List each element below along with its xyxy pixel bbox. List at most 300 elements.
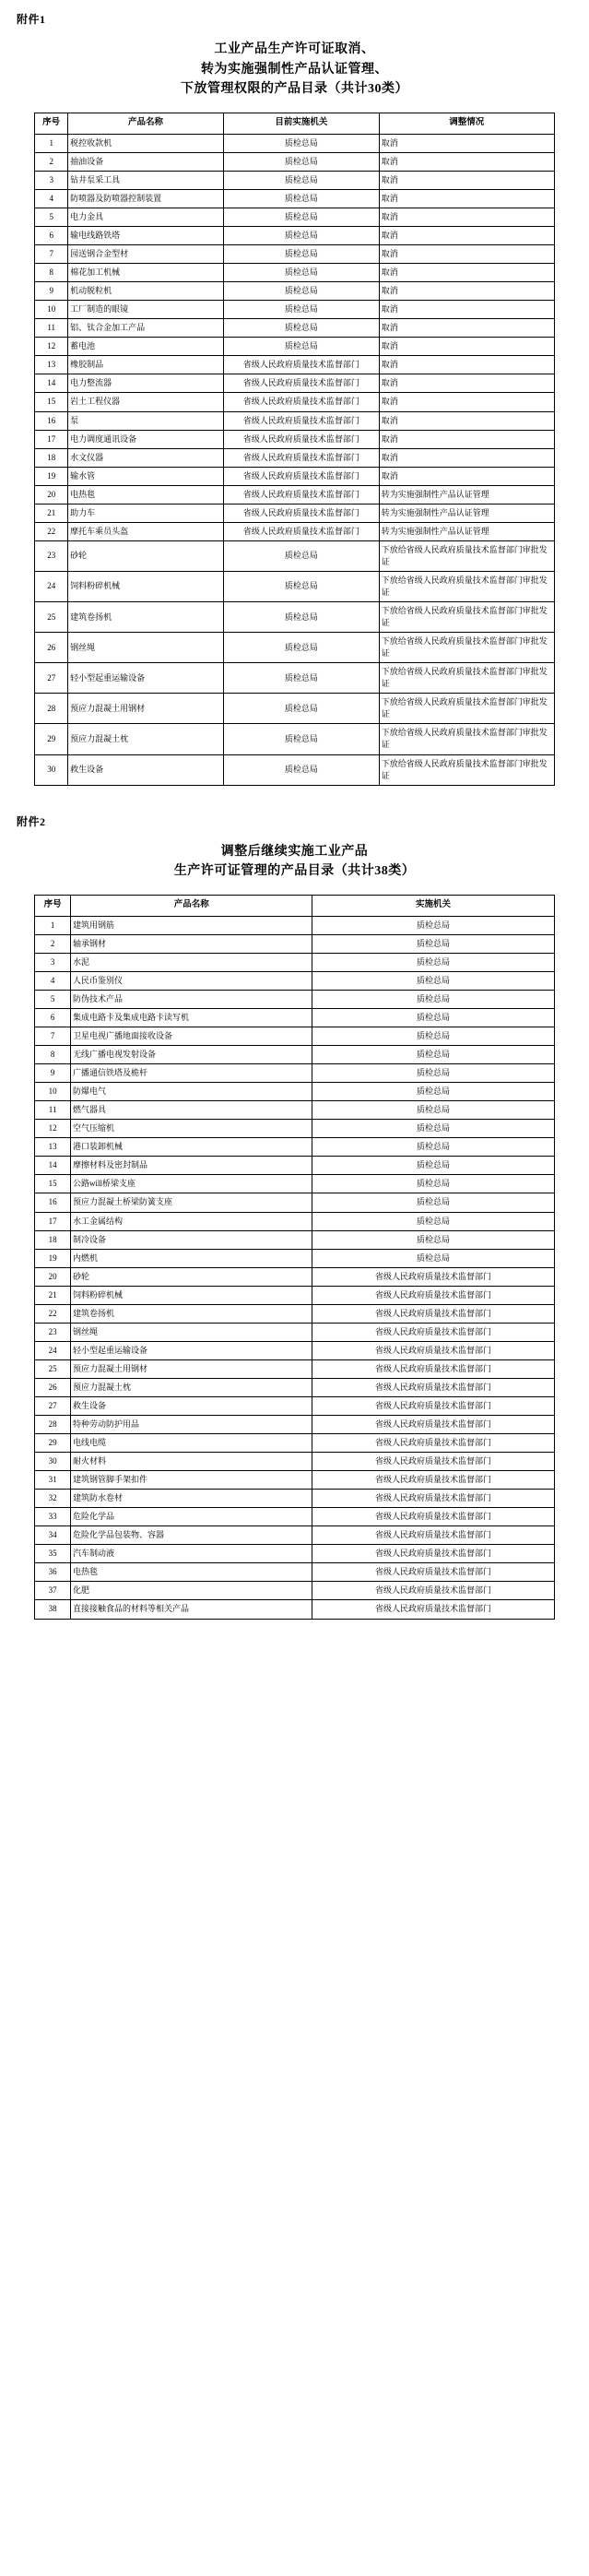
table-row — [35, 338, 555, 356]
column-header-index: 序号 — [35, 113, 68, 135]
attachment-2-table — [34, 895, 555, 1620]
table-row — [35, 990, 555, 1008]
cell-adjustment: 取消 — [379, 430, 554, 448]
cell-adjustment: 下放给省级人民政府质量技术监督部门审批发证 — [379, 571, 554, 601]
cell-index: 12 — [35, 1120, 71, 1138]
cell-product-name: 钢丝绳 — [68, 633, 224, 663]
table-row — [35, 1508, 555, 1526]
cell-product-name: 汽车制动液 — [71, 1545, 312, 1563]
cell-index: 16 — [35, 411, 68, 430]
cell-product-name: 预应力混凝土用钢材 — [68, 694, 224, 724]
cell-authority: 质检总局 — [312, 1157, 554, 1175]
cell-index: 33 — [35, 1508, 71, 1526]
table-row — [35, 1563, 555, 1582]
cell-current-authority: 省级人民政府质量技术监督部门 — [223, 448, 379, 467]
cell-adjustment: 取消 — [379, 245, 554, 264]
attachment-1-section — [15, 11, 574, 786]
cell-product-name: 内燃机 — [71, 1249, 312, 1267]
cell-product-name: 建筑钢管脚手架扣件 — [71, 1471, 312, 1490]
cell-product-name: 燃气器具 — [71, 1101, 312, 1120]
table-row — [35, 663, 555, 694]
table-row — [35, 971, 555, 990]
cell-current-authority: 质检总局 — [223, 754, 379, 785]
cell-adjustment: 取消 — [379, 393, 554, 411]
cell-authority: 省级人民政府质量技术监督部门 — [312, 1526, 554, 1545]
cell-authority: 质检总局 — [312, 916, 554, 934]
cell-current-authority: 质检总局 — [223, 189, 379, 208]
table-row — [35, 1046, 555, 1064]
cell-adjustment: 下放给省级人民政府质量技术监督部门审批发证 — [379, 602, 554, 633]
table-row — [35, 1064, 555, 1083]
table-row — [35, 724, 555, 754]
cell-adjustment: 取消 — [379, 467, 554, 485]
cell-product-name: 工厂制造的眼镜 — [68, 301, 224, 319]
cell-index: 22 — [35, 1304, 71, 1323]
table-row — [35, 934, 555, 953]
cell-index: 20 — [35, 485, 68, 504]
cell-product-name: 轴承钢材 — [71, 934, 312, 953]
cell-index: 35 — [35, 1545, 71, 1563]
cell-index: 19 — [35, 1249, 71, 1267]
table-header-row — [35, 113, 555, 135]
table-row — [35, 1582, 555, 1600]
cell-index: 4 — [35, 189, 68, 208]
cell-current-authority: 质检总局 — [223, 171, 379, 189]
cell-product-name: 岩土工程仪器 — [68, 393, 224, 411]
table-row — [35, 356, 555, 374]
cell-current-authority: 省级人民政府质量技术监督部门 — [223, 467, 379, 485]
cell-current-authority: 省级人民政府质量技术监督部门 — [223, 485, 379, 504]
cell-product-name: 摩擦材料及密封制品 — [71, 1157, 312, 1175]
cell-product-name: 电力整流器 — [68, 374, 224, 393]
cell-product-name: 电力调度通讯设备 — [68, 430, 224, 448]
attachment-2-table-body — [35, 916, 555, 1619]
attachment-2-label: 附件2 — [17, 814, 46, 828]
cell-index: 1 — [35, 134, 68, 152]
table-row — [35, 1323, 555, 1341]
cell-adjustment: 取消 — [379, 171, 554, 189]
cell-index: 7 — [35, 1027, 71, 1046]
attachment-1-title-line-3: 下放管理权限的产品目录（共计30类） — [180, 82, 408, 97]
cell-adjustment: 下放给省级人民政府质量技术监督部门审批发证 — [379, 633, 554, 663]
cell-product-name: 人民币鉴别仪 — [71, 971, 312, 990]
table-row — [35, 1120, 555, 1138]
cell-adjustment: 转为实施强制性产品认证管理 — [379, 485, 554, 504]
cell-adjustment: 取消 — [379, 189, 554, 208]
table-row — [35, 633, 555, 663]
attachment-1-table-body — [35, 134, 555, 785]
cell-authority: 质检总局 — [312, 953, 554, 971]
cell-product-name: 预应力混凝土枕 — [68, 724, 224, 754]
cell-adjustment: 取消 — [379, 152, 554, 171]
cell-authority: 质检总局 — [312, 1027, 554, 1046]
cell-product-name: 卫星电视广播地面接收设备 — [71, 1027, 312, 1046]
cell-index: 5 — [35, 990, 71, 1008]
column-header-authority: 实施机关 — [312, 895, 554, 916]
cell-index: 16 — [35, 1193, 71, 1212]
attachment-2-section — [15, 813, 574, 1620]
table-row — [35, 1545, 555, 1563]
table-row — [35, 1138, 555, 1157]
cell-index: 6 — [35, 227, 68, 245]
cell-authority: 省级人民政府质量技术监督部门 — [312, 1341, 554, 1359]
cell-product-name: 直接接触食品的材料等相关产品 — [71, 1600, 312, 1619]
cell-index: 19 — [35, 467, 68, 485]
cell-index: 7 — [35, 245, 68, 264]
attachment-1-table — [34, 113, 555, 786]
attachment-2-title-line-1: 调整后继续实施工业产品 — [220, 844, 369, 859]
cell-product-name: 化肥 — [71, 1582, 312, 1600]
table-row — [35, 1600, 555, 1619]
cell-product-name: 铝、钛合金加工产品 — [68, 319, 224, 338]
cell-authority: 省级人民政府质量技术监督部门 — [312, 1563, 554, 1582]
cell-product-name: 园送钢合金型材 — [68, 245, 224, 264]
cell-current-authority: 质检总局 — [223, 264, 379, 282]
cell-index: 23 — [35, 1323, 71, 1341]
cell-product-name: 预应力混凝土桥梁防簧支座 — [71, 1193, 312, 1212]
table-row — [35, 282, 555, 301]
cell-current-authority: 质检总局 — [223, 663, 379, 694]
cell-index: 9 — [35, 1064, 71, 1083]
cell-index: 3 — [35, 171, 68, 189]
section-spacer — [15, 786, 574, 810]
cell-product-name: 公路will桥梁支座 — [71, 1175, 312, 1193]
cell-product-name: 防爆电气 — [71, 1083, 312, 1101]
table-row — [35, 1396, 555, 1415]
table-row — [35, 1453, 555, 1471]
cell-index: 8 — [35, 1046, 71, 1064]
cell-index: 38 — [35, 1600, 71, 1619]
cell-current-authority: 省级人民政府质量技术监督部门 — [223, 430, 379, 448]
cell-index: 3 — [35, 953, 71, 971]
cell-product-name: 蓄电池 — [68, 338, 224, 356]
table-row — [35, 1230, 555, 1249]
table-row — [35, 1249, 555, 1267]
cell-index: 5 — [35, 208, 68, 227]
column-header-index: 序号 — [35, 895, 71, 916]
cell-adjustment: 取消 — [379, 301, 554, 319]
cell-current-authority: 质检总局 — [223, 301, 379, 319]
cell-product-name: 危险化学品包装物、容器 — [71, 1526, 312, 1545]
cell-authority: 质检总局 — [312, 1212, 554, 1230]
cell-adjustment: 取消 — [379, 374, 554, 393]
cell-authority: 质检总局 — [312, 934, 554, 953]
table-row — [35, 152, 555, 171]
cell-index: 28 — [35, 694, 68, 724]
cell-index: 32 — [35, 1490, 71, 1508]
attachment-2-title-line-2: 生产许可证管理的产品目录（共计38类） — [173, 864, 416, 879]
cell-product-name: 广播通信铁塔及桅杆 — [71, 1064, 312, 1083]
cell-current-authority: 质检总局 — [223, 633, 379, 663]
cell-authority: 省级人民政府质量技术监督部门 — [312, 1323, 554, 1341]
cell-authority: 省级人民政府质量技术监督部门 — [312, 1286, 554, 1304]
cell-adjustment: 下放给省级人民政府质量技术监督部门审批发证 — [379, 724, 554, 754]
cell-index: 12 — [35, 338, 68, 356]
cell-current-authority: 质检总局 — [223, 540, 379, 571]
table-row — [35, 504, 555, 522]
cell-index: 24 — [35, 1341, 71, 1359]
table-row — [35, 1193, 555, 1212]
cell-product-name: 电力金具 — [68, 208, 224, 227]
cell-authority: 省级人民政府质量技术监督部门 — [312, 1378, 554, 1396]
cell-authority: 省级人民政府质量技术监督部门 — [312, 1600, 554, 1619]
cell-adjustment: 下放给省级人民政府质量技术监督部门审批发证 — [379, 754, 554, 785]
cell-authority: 质检总局 — [312, 1230, 554, 1249]
cell-authority: 质检总局 — [312, 1008, 554, 1027]
cell-index: 15 — [35, 1175, 71, 1193]
cell-index: 10 — [35, 301, 68, 319]
cell-current-authority: 省级人民政府质量技术监督部门 — [223, 374, 379, 393]
cell-index: 18 — [35, 448, 68, 467]
cell-product-name: 水文仪器 — [68, 448, 224, 467]
cell-adjustment: 下放给省级人民政府质量技术监督部门审批发证 — [379, 540, 554, 571]
table-row — [35, 485, 555, 504]
attachment-1-title-line-2: 转为实施强制性产品认证管理、 — [200, 62, 388, 77]
cell-product-name: 预应力混凝土用钢材 — [71, 1359, 312, 1378]
table-row — [35, 1378, 555, 1396]
table-row — [35, 694, 555, 724]
cell-index: 26 — [35, 633, 68, 663]
cell-authority: 质检总局 — [312, 1101, 554, 1120]
cell-index: 30 — [35, 754, 68, 785]
cell-product-name: 棉花加工机械 — [68, 264, 224, 282]
cell-adjustment: 取消 — [379, 208, 554, 227]
table-row — [35, 171, 555, 189]
cell-index: 4 — [35, 971, 71, 990]
cell-current-authority: 质检总局 — [223, 245, 379, 264]
cell-index: 6 — [35, 1008, 71, 1027]
table-row — [35, 571, 555, 601]
cell-adjustment: 取消 — [379, 448, 554, 467]
cell-product-name: 电线电缆 — [71, 1434, 312, 1453]
table-row — [35, 1267, 555, 1286]
cell-current-authority: 质检总局 — [223, 134, 379, 152]
cell-product-name: 摩托车乘员头盔 — [68, 522, 224, 540]
table-row — [35, 467, 555, 485]
cell-current-authority: 省级人民政府质量技术监督部门 — [223, 356, 379, 374]
cell-index: 9 — [35, 282, 68, 301]
table-row — [35, 1490, 555, 1508]
cell-index: 26 — [35, 1378, 71, 1396]
cell-product-name: 输电线路铁塔 — [68, 227, 224, 245]
cell-product-name: 助力车 — [68, 504, 224, 522]
cell-index: 23 — [35, 540, 68, 571]
cell-current-authority: 质检总局 — [223, 694, 379, 724]
cell-product-name: 建筑用钢筋 — [71, 916, 312, 934]
cell-product-name: 轻小型起重运输设备 — [71, 1341, 312, 1359]
cell-product-name: 泵 — [68, 411, 224, 430]
cell-authority: 省级人民政府质量技术监督部门 — [312, 1416, 554, 1434]
cell-product-name: 无线广播电视发射设备 — [71, 1046, 312, 1064]
table-row — [35, 953, 555, 971]
cell-authority: 省级人民政府质量技术监督部门 — [312, 1434, 554, 1453]
cell-current-authority: 省级人民政府质量技术监督部门 — [223, 522, 379, 540]
table-row — [35, 189, 555, 208]
cell-adjustment: 取消 — [379, 338, 554, 356]
table-row — [35, 1175, 555, 1193]
cell-product-name: 建筑卷扬机 — [68, 602, 224, 633]
cell-product-name: 防喷器及防喷器控制装置 — [68, 189, 224, 208]
cell-product-name: 砂轮 — [71, 1267, 312, 1286]
cell-authority: 省级人民政府质量技术监督部门 — [312, 1359, 554, 1378]
cell-index: 17 — [35, 1212, 71, 1230]
cell-authority: 质检总局 — [312, 1193, 554, 1212]
attachment-2-title — [53, 842, 535, 882]
cell-authority: 省级人民政府质量技术监督部门 — [312, 1545, 554, 1563]
cell-adjustment: 取消 — [379, 319, 554, 338]
cell-product-name: 集成电路卡及集成电路卡读写机 — [71, 1008, 312, 1027]
cell-adjustment: 取消 — [379, 264, 554, 282]
cell-product-name: 水工金属结构 — [71, 1212, 312, 1230]
table-row — [35, 540, 555, 571]
cell-product-name: 钻井泵采工具 — [68, 171, 224, 189]
table-row — [35, 411, 555, 430]
cell-product-name: 饲料粉碎机械 — [71, 1286, 312, 1304]
table-row — [35, 1416, 555, 1434]
cell-current-authority: 质检总局 — [223, 724, 379, 754]
cell-authority: 省级人民政府质量技术监督部门 — [312, 1453, 554, 1471]
cell-product-name: 危险化学品 — [71, 1508, 312, 1526]
cell-index: 20 — [35, 1267, 71, 1286]
cell-authority: 省级人民政府质量技术监督部门 — [312, 1508, 554, 1526]
cell-authority: 省级人民政府质量技术监督部门 — [312, 1267, 554, 1286]
attachment-1-title — [53, 40, 535, 100]
cell-index: 36 — [35, 1563, 71, 1582]
cell-index: 15 — [35, 393, 68, 411]
cell-product-name: 防伪技术产品 — [71, 990, 312, 1008]
table-row — [35, 916, 555, 934]
cell-product-name: 港口装卸机械 — [71, 1138, 312, 1157]
attachment-1-title-line-1: 工业产品生产许可证取消、 — [214, 42, 375, 56]
table-header-row — [35, 895, 555, 916]
cell-adjustment: 取消 — [379, 356, 554, 374]
cell-authority: 省级人民政府质量技术监督部门 — [312, 1582, 554, 1600]
table-row — [35, 1212, 555, 1230]
cell-index: 21 — [35, 1286, 71, 1304]
table-row — [35, 393, 555, 411]
table-row — [35, 1027, 555, 1046]
table-row — [35, 1304, 555, 1323]
cell-current-authority: 质检总局 — [223, 227, 379, 245]
cell-adjustment: 转为实施强制性产品认证管理 — [379, 522, 554, 540]
cell-index: 13 — [35, 1138, 71, 1157]
cell-product-name: 机动脱粒机 — [68, 282, 224, 301]
cell-product-name: 耐火材料 — [71, 1453, 312, 1471]
attachment-1-label: 附件1 — [17, 13, 46, 26]
cell-adjustment: 下放给省级人民政府质量技术监督部门审批发证 — [379, 663, 554, 694]
table-row — [35, 1471, 555, 1490]
cell-current-authority: 省级人民政府质量技术监督部门 — [223, 393, 379, 411]
cell-product-name: 砂轮 — [68, 540, 224, 571]
cell-product-name: 特种劳动防护用品 — [71, 1416, 312, 1434]
cell-product-name: 输水管 — [68, 467, 224, 485]
table-row — [35, 245, 555, 264]
table-row — [35, 1008, 555, 1027]
cell-authority: 质检总局 — [312, 1120, 554, 1138]
table-row — [35, 1359, 555, 1378]
cell-authority: 质检总局 — [312, 1046, 554, 1064]
table-row — [35, 1341, 555, 1359]
cell-index: 24 — [35, 571, 68, 601]
table-row — [35, 430, 555, 448]
cell-product-name: 饲料粉碎机械 — [68, 571, 224, 601]
cell-current-authority: 质检总局 — [223, 602, 379, 633]
table-row — [35, 1101, 555, 1120]
cell-index: 31 — [35, 1471, 71, 1490]
cell-index: 1 — [35, 916, 71, 934]
table-row — [35, 1083, 555, 1101]
cell-product-name: 钢丝绳 — [71, 1323, 312, 1341]
cell-product-name: 电热毯 — [68, 485, 224, 504]
cell-adjustment: 转为实施强制性产品认证管理 — [379, 504, 554, 522]
cell-index: 2 — [35, 152, 68, 171]
cell-current-authority: 质检总局 — [223, 338, 379, 356]
cell-product-name: 空气压缩机 — [71, 1120, 312, 1138]
cell-index: 27 — [35, 663, 68, 694]
table-row — [35, 1286, 555, 1304]
cell-authority: 质检总局 — [312, 971, 554, 990]
cell-adjustment: 取消 — [379, 134, 554, 152]
cell-product-name: 水泥 — [71, 953, 312, 971]
cell-index: 28 — [35, 1416, 71, 1434]
table-row — [35, 448, 555, 467]
cell-authority: 省级人民政府质量技术监督部门 — [312, 1471, 554, 1490]
cell-index: 25 — [35, 1359, 71, 1378]
table-row — [35, 1526, 555, 1545]
cell-authority: 质检总局 — [312, 1175, 554, 1193]
cell-index: 30 — [35, 1453, 71, 1471]
cell-authority: 质检总局 — [312, 990, 554, 1008]
cell-product-name: 电热毯 — [71, 1563, 312, 1582]
table-row — [35, 301, 555, 319]
cell-index: 8 — [35, 264, 68, 282]
table-row — [35, 264, 555, 282]
table-row — [35, 208, 555, 227]
cell-product-name: 救生设备 — [68, 754, 224, 785]
cell-index: 18 — [35, 1230, 71, 1249]
cell-index: 14 — [35, 1157, 71, 1175]
column-header-adjustment: 调整情况 — [379, 113, 554, 135]
cell-index: 11 — [35, 319, 68, 338]
column-header-product-name: 产品名称 — [71, 895, 312, 916]
table-row — [35, 602, 555, 633]
cell-product-name: 建筑防水卷材 — [71, 1490, 312, 1508]
cell-authority: 省级人民政府质量技术监督部门 — [312, 1490, 554, 1508]
cell-index: 29 — [35, 724, 68, 754]
cell-current-authority: 质检总局 — [223, 319, 379, 338]
table-row — [35, 1157, 555, 1175]
cell-index: 25 — [35, 602, 68, 633]
cell-index: 29 — [35, 1434, 71, 1453]
cell-current-authority: 质检总局 — [223, 571, 379, 601]
cell-product-name: 救生设备 — [71, 1396, 312, 1415]
cell-product-name: 税控收款机 — [68, 134, 224, 152]
cell-authority: 省级人民政府质量技术监督部门 — [312, 1396, 554, 1415]
cell-current-authority: 质检总局 — [223, 208, 379, 227]
cell-product-name: 轻小型起重运输设备 — [68, 663, 224, 694]
cell-adjustment: 取消 — [379, 411, 554, 430]
cell-adjustment: 取消 — [379, 227, 554, 245]
table-row — [35, 522, 555, 540]
cell-index: 13 — [35, 356, 68, 374]
cell-adjustment: 取消 — [379, 282, 554, 301]
table-row — [35, 754, 555, 785]
cell-product-name: 建筑卷扬机 — [71, 1304, 312, 1323]
cell-index: 22 — [35, 522, 68, 540]
table-row — [35, 1434, 555, 1453]
table-row — [35, 227, 555, 245]
cell-authority: 质检总局 — [312, 1249, 554, 1267]
